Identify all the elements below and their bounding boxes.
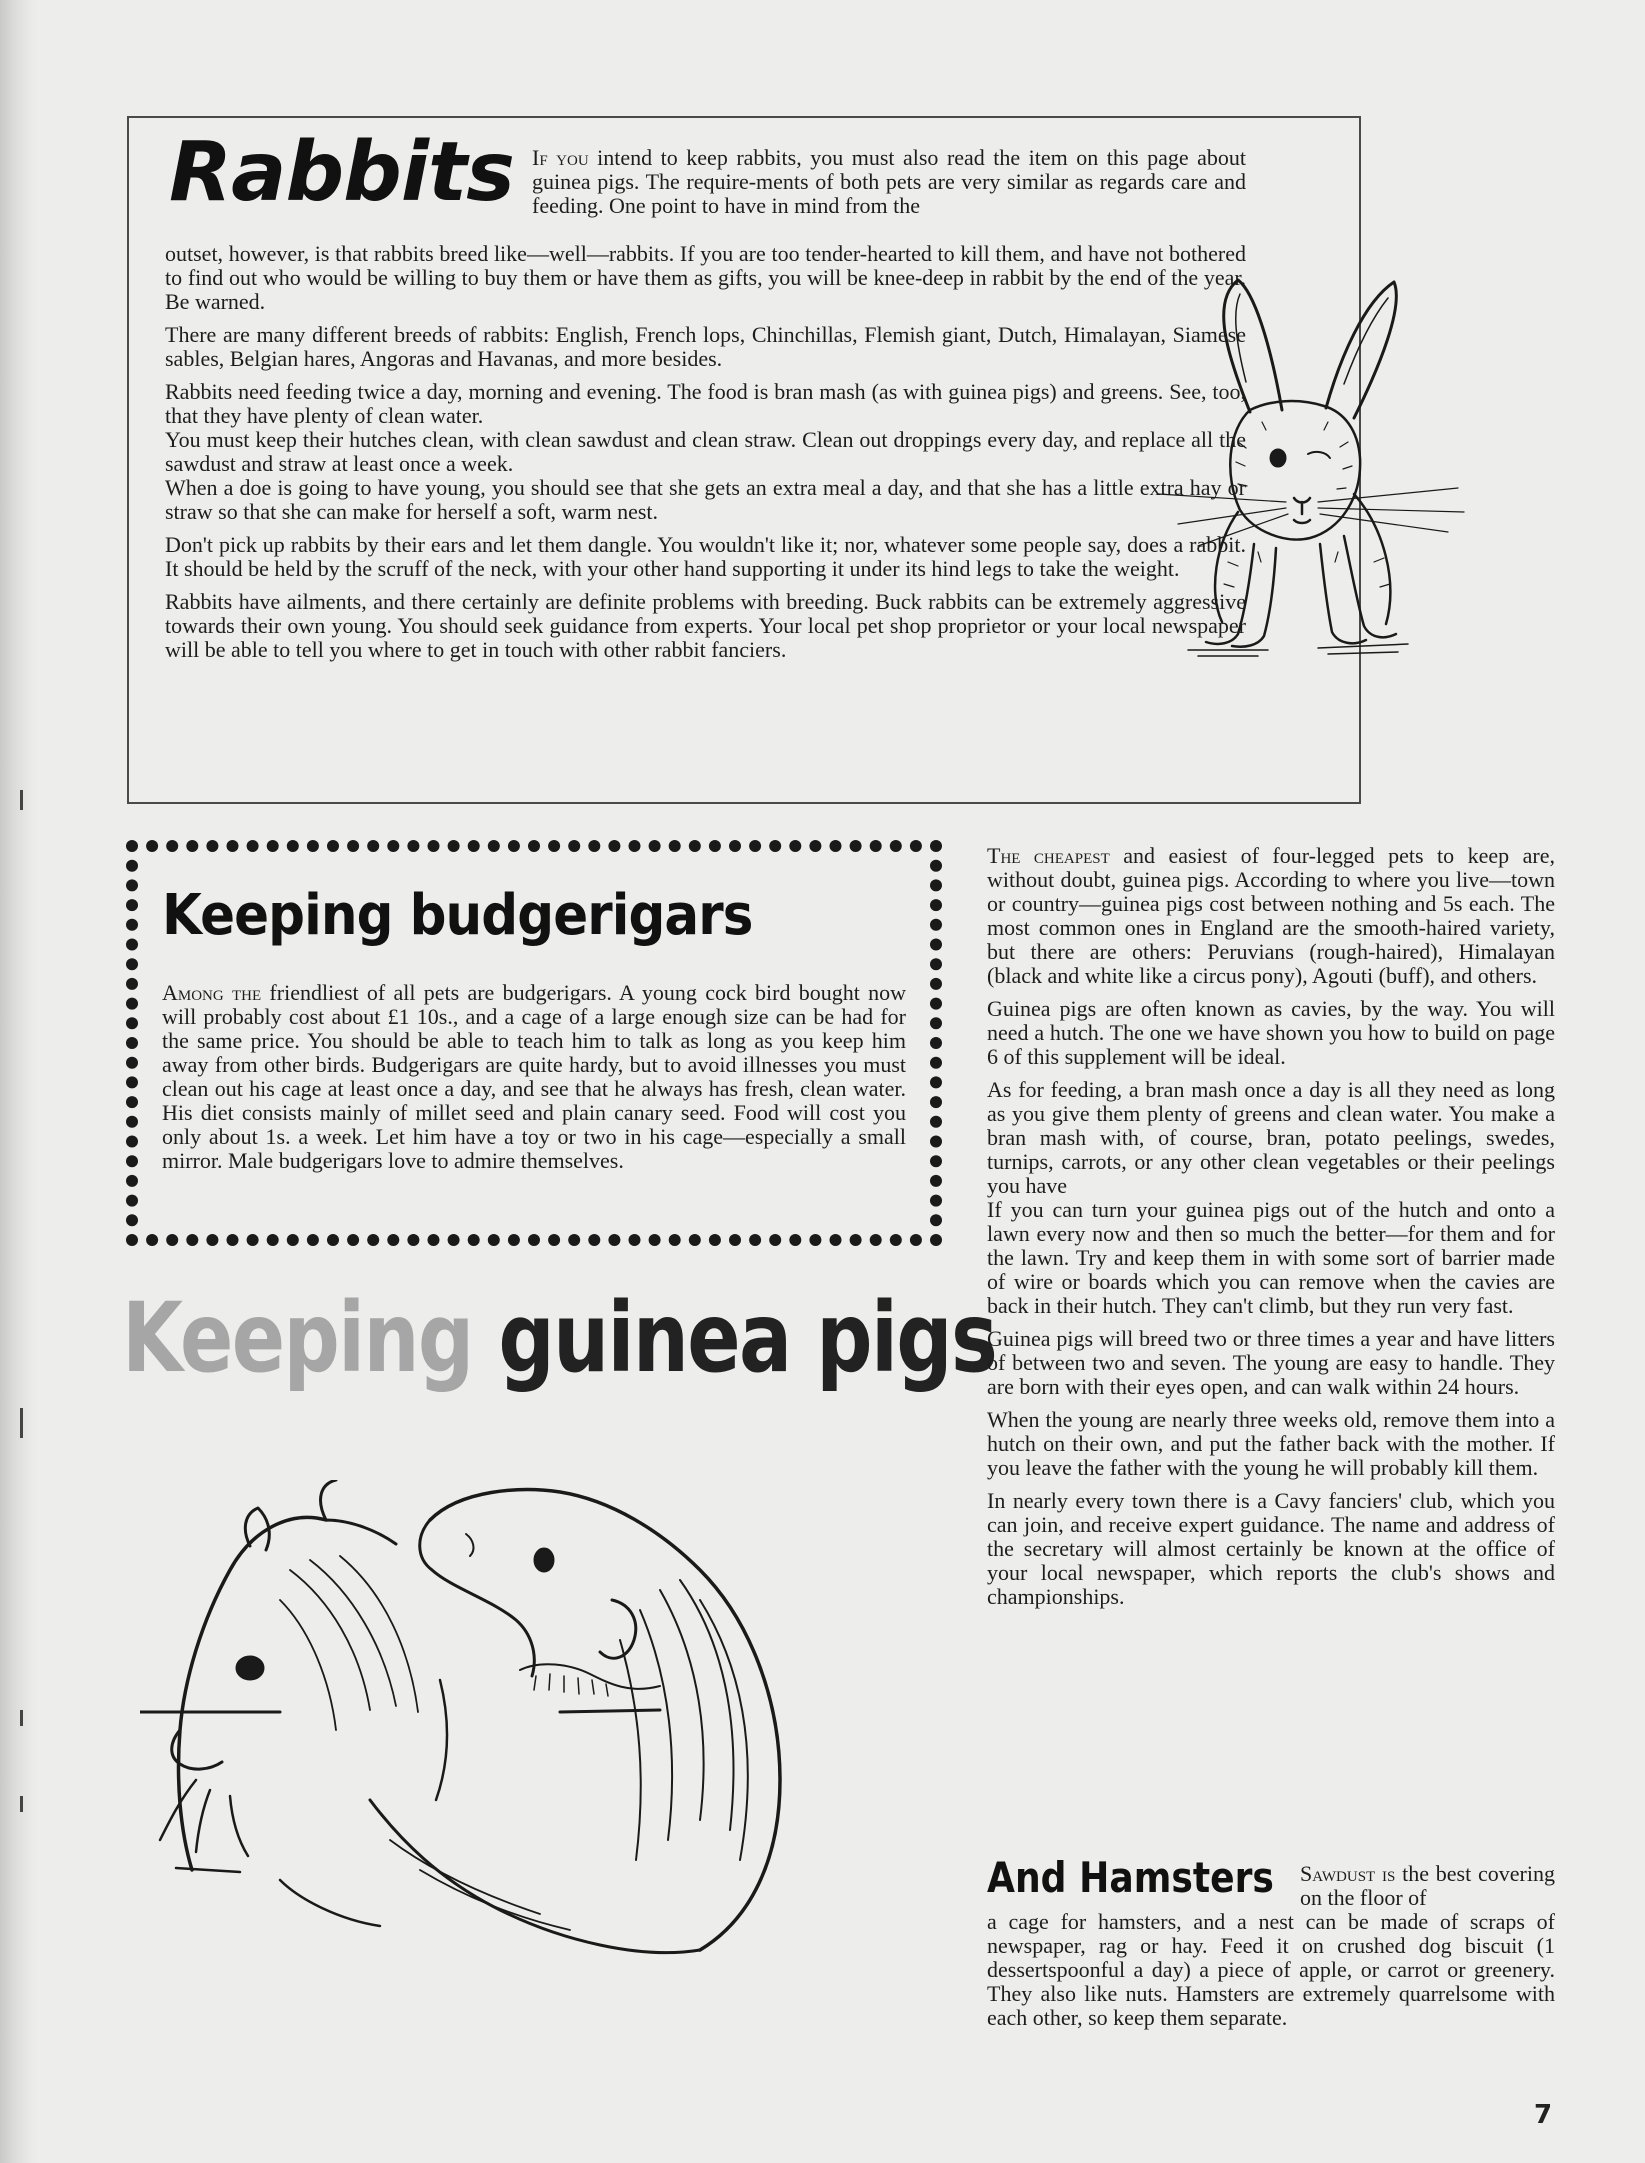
border-dot bbox=[930, 1116, 942, 1128]
budgerigars-article bbox=[124, 838, 944, 1248]
border-dot bbox=[126, 998, 138, 1010]
border-dot bbox=[126, 1037, 138, 1049]
border-dot bbox=[890, 840, 902, 852]
border-dot bbox=[126, 1175, 138, 1187]
border-dot bbox=[930, 840, 942, 852]
border-dot bbox=[186, 840, 198, 852]
border-dot bbox=[528, 840, 540, 852]
border-dot bbox=[448, 840, 460, 852]
rabbits-paragraph: Rabbits need feeding twice a day, morning and evening. The food is bran mash (as with guinea pigs) and greens. See, too, that they have plenty of clean water. bbox=[165, 379, 1246, 428]
border-dot bbox=[126, 1155, 138, 1167]
border-dot bbox=[166, 1234, 178, 1246]
border-dot bbox=[347, 840, 359, 852]
border-dot bbox=[287, 840, 299, 852]
border-dot bbox=[508, 840, 520, 852]
border-dot bbox=[206, 840, 218, 852]
hamsters-lead-paragraph bbox=[1300, 1862, 1555, 1910]
border-dot bbox=[930, 1234, 942, 1246]
border-dot bbox=[930, 1037, 942, 1049]
border-dot bbox=[206, 1234, 218, 1246]
border-dot bbox=[126, 1076, 138, 1088]
edge-mark bbox=[20, 790, 23, 810]
rabbits-paragraph: outset, however, is that rabbits breed like—well—rabbits. If you are too tender-hearted to kill them, and have not bothered to find out who would be willing to buy them or have them as gifts, you will be knee-deep in rabbit by the end of the year. Be warned. bbox=[165, 241, 1246, 314]
guinea-pig-pair-drawing bbox=[140, 1480, 950, 2060]
border-dot bbox=[930, 1175, 942, 1187]
border-dot bbox=[126, 879, 138, 891]
border-dot bbox=[488, 1234, 500, 1246]
border-dot bbox=[126, 1017, 138, 1029]
hamsters-body: a cage for hamsters, and a nest can be made of scraps of newspaper, rag or hay. Feed it on crushed dog biscuit (1 dessertspoonful a day) a piece of apple, or carrot or greenery. They also like nuts. Hamsters are extremely quarrelsome with each other, so keep them separate. bbox=[987, 1909, 1555, 2030]
budgerigars-lead-smallcaps: Among the bbox=[162, 980, 262, 1005]
border-dot bbox=[428, 840, 440, 852]
border-dot bbox=[448, 1234, 460, 1246]
border-dot bbox=[428, 1234, 440, 1246]
border-dot bbox=[709, 1234, 721, 1246]
rabbits-paragraph: You must keep their hutches clean, with clean sawdust and clean straw. Clean out droppings every day, and replace all the sawdust and straw at least once a week. bbox=[165, 427, 1246, 476]
border-dot bbox=[689, 840, 701, 852]
border-dot bbox=[749, 840, 761, 852]
border-dot bbox=[166, 840, 178, 852]
border-dot bbox=[126, 1096, 138, 1108]
rabbit-drawing bbox=[1158, 262, 1518, 662]
border-dot bbox=[347, 1234, 359, 1246]
border-dot bbox=[749, 1234, 761, 1246]
border-dot bbox=[126, 978, 138, 990]
border-dot bbox=[126, 919, 138, 931]
border-dot bbox=[227, 840, 239, 852]
border-dot bbox=[769, 1234, 781, 1246]
hamsters-title: And Hamsters bbox=[987, 1853, 1274, 1902]
border-dot bbox=[850, 1234, 862, 1246]
guinea-pigs-paragraph: Guinea pigs are often known as cavies, by the way. You will need a hutch. The one we have shown you how to build on page 6 of this supplement will be ideal. bbox=[987, 996, 1555, 1069]
guinea-pigs-paragraph bbox=[987, 844, 1555, 988]
border-dot bbox=[407, 840, 419, 852]
border-dot bbox=[126, 1136, 138, 1148]
border-dot bbox=[809, 1234, 821, 1246]
border-dot bbox=[689, 1234, 701, 1246]
border-dot bbox=[568, 840, 580, 852]
border-dot bbox=[126, 1057, 138, 1069]
border-dot bbox=[930, 1214, 942, 1226]
border-dot bbox=[930, 998, 942, 1010]
border-dot bbox=[327, 1234, 339, 1246]
border-dot bbox=[267, 840, 279, 852]
border-dot bbox=[870, 1234, 882, 1246]
border-dot bbox=[307, 840, 319, 852]
border-dot bbox=[930, 978, 942, 990]
page-binding-edge bbox=[0, 0, 38, 2163]
border-dot bbox=[930, 879, 942, 891]
guinea-pigs-lead-text: and easiest of four-legged pets to keep are, without doubt, guinea pigs. According to where you live—town or country—guinea pigs cost between nothing and 5s each. The most common ones in England are the smooth-haired variety, but there are others: Peruvians (rough-haired), Himalayan (black and white like a circus pony), Agouti (buff), and others. bbox=[987, 843, 1555, 988]
hamsters-lead-smallcaps: Sawdust is bbox=[1300, 1861, 1396, 1886]
border-dot bbox=[327, 840, 339, 852]
border-dot bbox=[126, 958, 138, 970]
border-dot bbox=[186, 1234, 198, 1246]
guinea-pigs-paragraph: In nearly every town there is a Cavy fanciers' club, which you can join, and receive expert guidance. The name and address of the secretary will almost certainly be known at the office of your local newspaper, which reports the club's shows and championships. bbox=[987, 1488, 1555, 1609]
border-dot bbox=[126, 1116, 138, 1128]
border-dot bbox=[247, 840, 259, 852]
border-dot bbox=[930, 899, 942, 911]
border-dot bbox=[669, 1234, 681, 1246]
edge-mark bbox=[20, 1408, 23, 1438]
edge-mark bbox=[20, 1796, 23, 1812]
guinea-pigs-title bbox=[122, 1282, 997, 1394]
border-dot bbox=[830, 1234, 842, 1246]
rabbits-lead-text: intend to keep rabbits, you must also read the item on this page about guinea pigs. The require-ments of both pets are very similar as regards care and feeding. One point to have in mind from the bbox=[532, 145, 1246, 218]
guinea-pigs-column bbox=[987, 844, 1555, 1618]
page-number: 7 bbox=[1534, 2100, 1553, 2130]
border-dot bbox=[508, 1234, 520, 1246]
border-dot bbox=[548, 1234, 560, 1246]
border-dot bbox=[930, 1057, 942, 1069]
border-dot bbox=[126, 1214, 138, 1226]
border-dot bbox=[548, 840, 560, 852]
border-dot bbox=[468, 1234, 480, 1246]
border-dot bbox=[367, 1234, 379, 1246]
border-dot bbox=[126, 840, 138, 852]
edge-mark bbox=[20, 1710, 23, 1726]
border-dot bbox=[870, 840, 882, 852]
border-dot bbox=[850, 840, 862, 852]
border-dot bbox=[608, 840, 620, 852]
rabbits-title: Rabbits bbox=[169, 125, 514, 220]
border-dot bbox=[367, 840, 379, 852]
border-dot bbox=[930, 1076, 942, 1088]
border-dot bbox=[387, 840, 399, 852]
border-dot bbox=[407, 1234, 419, 1246]
border-dot bbox=[146, 840, 158, 852]
guinea-pigs-paragraph: When the young are nearly three weeks old, remove them into a hutch on their own, and put the father back with the mother. If you leave the father with the young he will probably kill them. bbox=[987, 1407, 1555, 1480]
border-dot bbox=[910, 840, 922, 852]
border-dot bbox=[608, 1234, 620, 1246]
guinea-pigs-paragraph: Guinea pigs will breed two or three times a year and have litters of between two and seven. The young are easy to handle. They are born with their eyes open, and can walk within 24 hours. bbox=[987, 1326, 1555, 1399]
border-dot bbox=[287, 1234, 299, 1246]
border-dot bbox=[729, 840, 741, 852]
border-dot bbox=[729, 1234, 741, 1246]
border-dot bbox=[307, 1234, 319, 1246]
border-dot bbox=[568, 1234, 580, 1246]
rabbits-paragraph: When a doe is going to have young, you should see that she gets an extra meal a day, and that she has a little extra hay or straw so that she can make for herself a soft, warm nest. bbox=[165, 475, 1246, 524]
budgerigars-text: friendliest of all pets are budgerigars. A young cock bird bought now will probably cost about £1 10s., and a cage of a large enough size can be had for the same price. You should be able to teach him to talk as long as you keep him away from other birds. Budgerigars are quite hardy, but to avoid illnesses you must clean out his cage at least once a day, and see that he always has fresh, clean water. His diet consists mainly of millet seed and plain canary seed. Food will cost you only about 1s. a week. Let him have a toy or two in his cage—especially a small mirror. Male budgerigars love to admire themselves. bbox=[162, 980, 906, 1173]
guinea-pigs-title-dark: guinea pigs bbox=[498, 1282, 997, 1394]
border-dot bbox=[588, 840, 600, 852]
border-dot bbox=[910, 1234, 922, 1246]
border-dot bbox=[126, 899, 138, 911]
border-dot bbox=[528, 1234, 540, 1246]
border-dot bbox=[830, 840, 842, 852]
border-dot bbox=[649, 1234, 661, 1246]
border-dot bbox=[227, 1234, 239, 1246]
border-dot bbox=[789, 1234, 801, 1246]
border-dot bbox=[709, 840, 721, 852]
guinea-pigs-paragraph: If you can turn your guinea pigs out of the hutch and onto a lawn every now and then so much the better—for them and for the lawn. Try and keep them in with some sort of barrier made of wire or boards which you can remove when the cavies are back in their hutch. They can't climb, but they run very fast. bbox=[987, 1197, 1555, 1318]
border-dot bbox=[468, 840, 480, 852]
rabbits-lead-smallcaps: If you bbox=[532, 145, 589, 170]
border-dot bbox=[890, 1234, 902, 1246]
rabbits-paragraph: There are many different breeds of rabbits: English, French lops, Chinchillas, Flemish giant, Dutch, Himalayan, Siamese sables, Belgian hares, Angoras and Havanas, and more besides. bbox=[165, 322, 1246, 371]
hamsters-lead-text: the best covering on the floor of bbox=[1300, 1861, 1555, 1910]
border-dot bbox=[126, 1234, 138, 1246]
border-dot bbox=[588, 1234, 600, 1246]
guinea-pigs-title-grey: Keeping bbox=[122, 1282, 473, 1394]
border-dot bbox=[769, 840, 781, 852]
border-dot bbox=[247, 1234, 259, 1246]
border-dot bbox=[930, 958, 942, 970]
border-dot bbox=[789, 840, 801, 852]
border-dot bbox=[649, 840, 661, 852]
guinea-pigs-paragraph: As for feeding, a bran mash once a day is all they need as long as you give them plenty of greens and clean water. You make a bran mash with, of course, bran, potato peelings, swedes, turnips, carrots, or any other clean vegetables or their peelings you have bbox=[987, 1077, 1555, 1198]
budgerigars-title: Keeping budgerigars bbox=[162, 883, 753, 948]
border-dot bbox=[930, 1096, 942, 1108]
rabbits-paragraph: Rabbits have ailments, and there certainly are definite problems with breeding. Buck rabbits can be extremely aggressive towards their own young. You should seek guidance from experts. Your local pet shop proprietor or your local newspaper will be able to tell you where to get in touch with other rabbit fanciers. bbox=[165, 589, 1246, 662]
border-dot bbox=[930, 1195, 942, 1207]
border-dot bbox=[629, 1234, 641, 1246]
border-dot bbox=[126, 1195, 138, 1207]
border-dot bbox=[930, 860, 942, 872]
border-dot bbox=[669, 840, 681, 852]
border-dot bbox=[930, 919, 942, 931]
border-dot bbox=[930, 939, 942, 951]
border-dot bbox=[126, 939, 138, 951]
rabbits-lead-paragraph bbox=[532, 146, 1246, 218]
border-dot bbox=[488, 840, 500, 852]
border-dot bbox=[267, 1234, 279, 1246]
rabbits-body bbox=[165, 242, 1246, 671]
guinea-pigs-lead-smallcaps: The cheapest bbox=[987, 843, 1110, 868]
border-dot bbox=[629, 840, 641, 852]
border-dot bbox=[126, 860, 138, 872]
border-dot bbox=[387, 1234, 399, 1246]
border-dot bbox=[930, 1155, 942, 1167]
border-dot bbox=[930, 1017, 942, 1029]
rabbits-paragraph: Don't pick up rabbits by their ears and let them dangle. You wouldn't like it; nor, whatever some people say, does a rabbit. It should be held by the scruff of the neck, with your other hand supporting it under its hind legs to take the weight. bbox=[165, 532, 1246, 581]
border-dot bbox=[930, 1136, 942, 1148]
border-dot bbox=[809, 840, 821, 852]
budgerigars-body bbox=[162, 981, 906, 1173]
border-dot bbox=[146, 1234, 158, 1246]
